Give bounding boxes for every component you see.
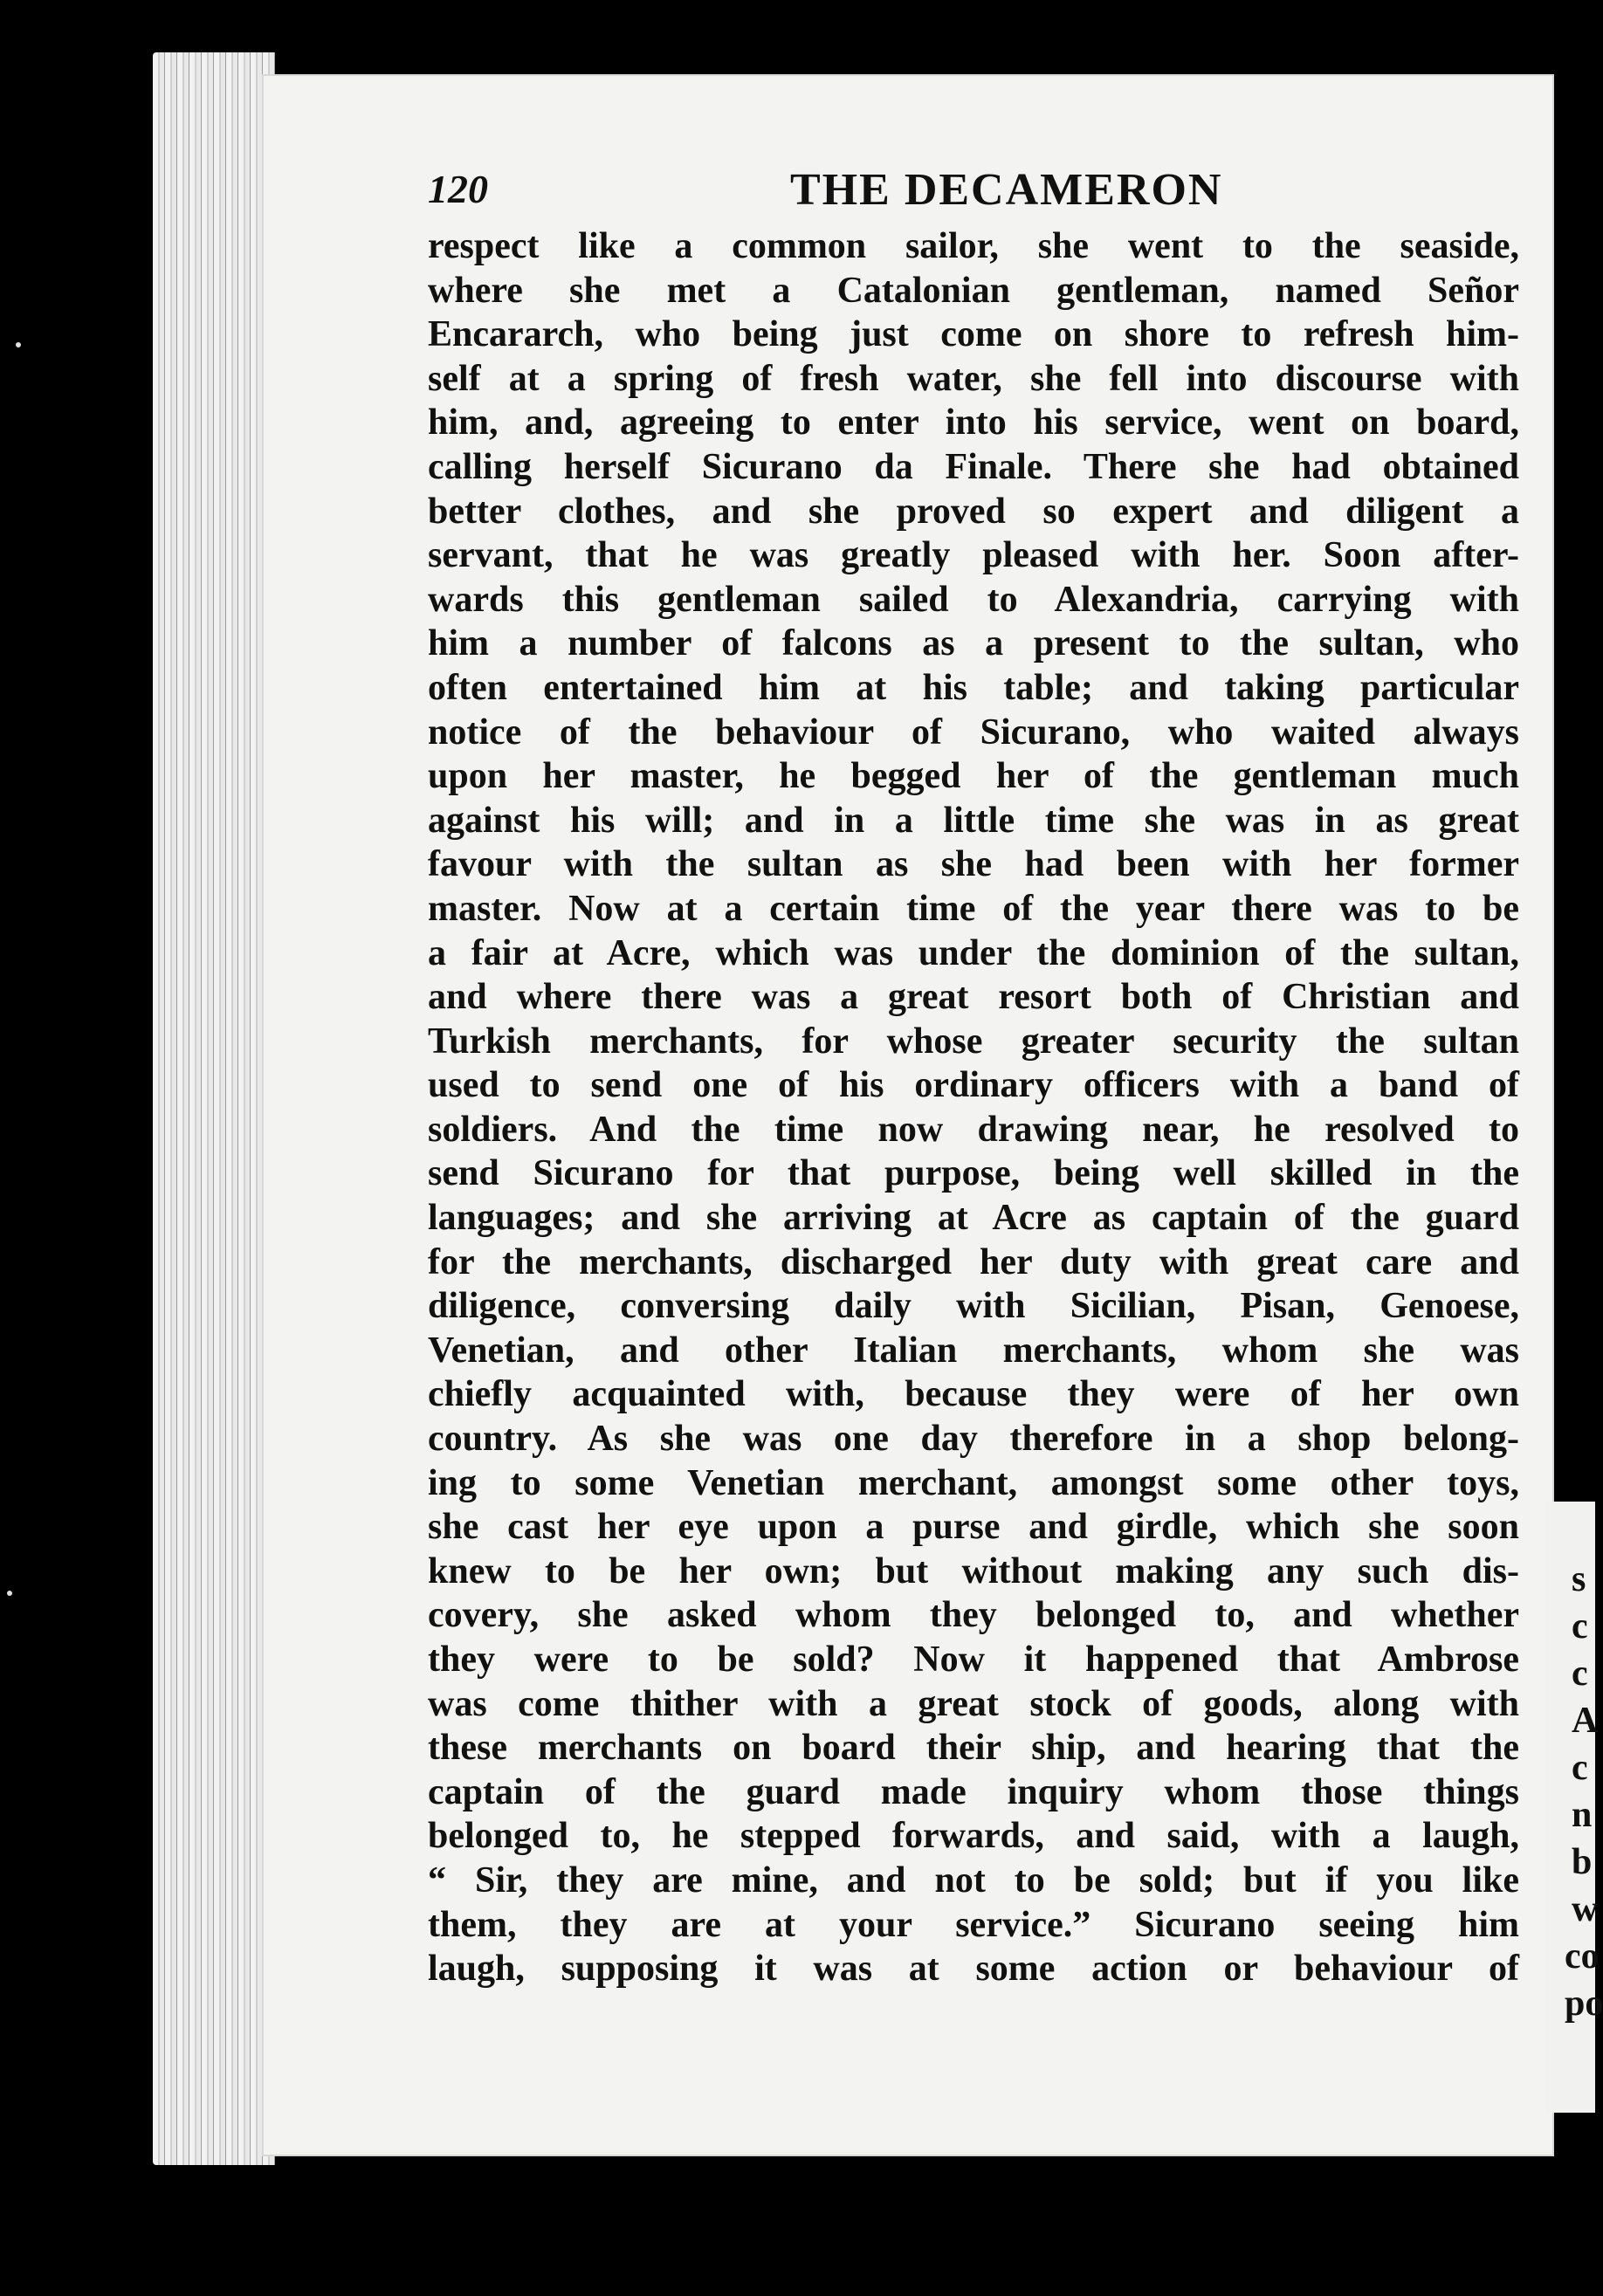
text-line: upon her master, he begged her of the gentleman much <box>428 756 1519 797</box>
text-line: often entertained him at his table; and taking particular <box>428 667 1519 708</box>
text-line: knew to be her own; but without making any such dis- <box>428 1550 1519 1591</box>
text-line: calling herself Sicurano da Finale. There she had obtained <box>428 446 1519 487</box>
text-line: servant, that he was greatly pleased with her. Soon after- <box>428 535 1519 576</box>
text-line: chiefly acquainted with, because they were of her own <box>428 1374 1519 1415</box>
text-line: against his will; and in a little time she was in as great <box>428 800 1519 841</box>
text-line: notice of the behaviour of Sicurano, who waited always <box>428 711 1519 753</box>
book-page <box>262 74 1554 2156</box>
page-number: 120 <box>428 167 488 211</box>
text-line: captain of the guard made inquiry whom those things <box>428 1771 1519 1812</box>
text-line: wards this gentleman sailed to Alexandria, carrying with <box>428 579 1519 620</box>
adjacent-page-edge <box>1545 1502 1603 2113</box>
text-line: master. Now at a certain time of the year there was to be <box>428 888 1519 929</box>
text-line: send Sicurano for that purpose, being well skilled in the <box>428 1153 1519 1194</box>
text-line: him a number of falcons as a present to the sultan, who <box>428 623 1519 664</box>
text-line: used to send one of his ordinary officers with a band of <box>428 1065 1519 1106</box>
adjacent-page-fragment: A <box>1572 1701 1599 1741</box>
text-line: ing to some Venetian merchant, amongst some other toys, <box>428 1462 1519 1503</box>
book-page-edges <box>153 52 275 2165</box>
text-line: was come thither with a great stock of goods, along with <box>428 1683 1519 1724</box>
text-line: soldiers. And the time now drawing near, he resolved to <box>428 1109 1519 1150</box>
adjacent-page-fragment: c <box>1572 1748 1588 1788</box>
text-line: laugh, supposing it was at some action or behaviour of <box>428 1949 1519 1990</box>
adjacent-page-fragment: co <box>1565 1936 1600 1976</box>
text-line: these merchants on board their ship, and hearing that the <box>428 1728 1519 1769</box>
text-line: languages; and she arriving at Acre as captain of the guard <box>428 1198 1519 1239</box>
text-line: and where there was a great resort both of Christian and <box>428 977 1519 1018</box>
adjacent-page-fragment: w <box>1572 1889 1599 1929</box>
text-line: Venetian, and other Italian merchants, whom she was <box>428 1330 1519 1371</box>
adjacent-page-fragment: po <box>1565 1983 1603 2024</box>
text-line: she cast her eye upon a purse and girdle, which she soon <box>428 1507 1519 1548</box>
text-line: for the merchants, discharged her duty with great care and <box>428 1241 1519 1282</box>
dust-speck <box>16 342 21 347</box>
text-line: they were to be sold? Now it happened that Ambrose <box>428 1640 1519 1680</box>
text-line: self at a spring of fresh water, she fell into discourse with <box>428 358 1519 399</box>
adjacent-page-fragment: s <box>1572 1559 1586 1599</box>
adjacent-page-fragment: c <box>1572 1653 1588 1694</box>
running-title: THE DECAMERON <box>790 165 1223 215</box>
text-line: “ Sir, they are mine, and not to be sold; but if you like <box>428 1859 1519 1901</box>
text-line: belonged to, he stepped forwards, and said, with a laugh, <box>428 1816 1519 1857</box>
text-line: a fair at Acre, which was under the dominion of the sultan, <box>428 932 1519 973</box>
text-line: him, and, agreeing to enter into his service, went on board, <box>428 402 1519 443</box>
text-line: where she met a Catalonian gentleman, named Señor <box>428 270 1519 311</box>
dust-speck <box>7 1591 12 1596</box>
adjacent-page-fragment: b <box>1572 1842 1593 1882</box>
text-line: Encararch, who being just come on shore to refresh him- <box>428 314 1519 355</box>
page-header <box>428 166 1519 227</box>
text-line: covery, she asked whom they belonged to, and whether <box>428 1595 1519 1636</box>
text-line: Turkish merchants, for whose greater security the sultan <box>428 1021 1519 1062</box>
text-line: country. As she was one day therefore in a shop belong- <box>428 1419 1519 1460</box>
adjacent-page-fragment: c <box>1572 1606 1588 1646</box>
text-line: favour with the sultan as she had been with her former <box>428 844 1519 885</box>
adjacent-page-fragment: n <box>1572 1795 1593 1835</box>
body-text <box>428 224 1519 1991</box>
text-line: better clothes, and she proved so expert and diligent a <box>428 491 1519 532</box>
text-line: them, they are at your service.” Sicurano seeing him <box>428 1904 1519 1945</box>
text-line: diligence, conversing daily with Sicilian, Pisan, Genoese, <box>428 1286 1519 1327</box>
text-line: respect like a common sailor, she went to the seaside, <box>428 226 1519 266</box>
